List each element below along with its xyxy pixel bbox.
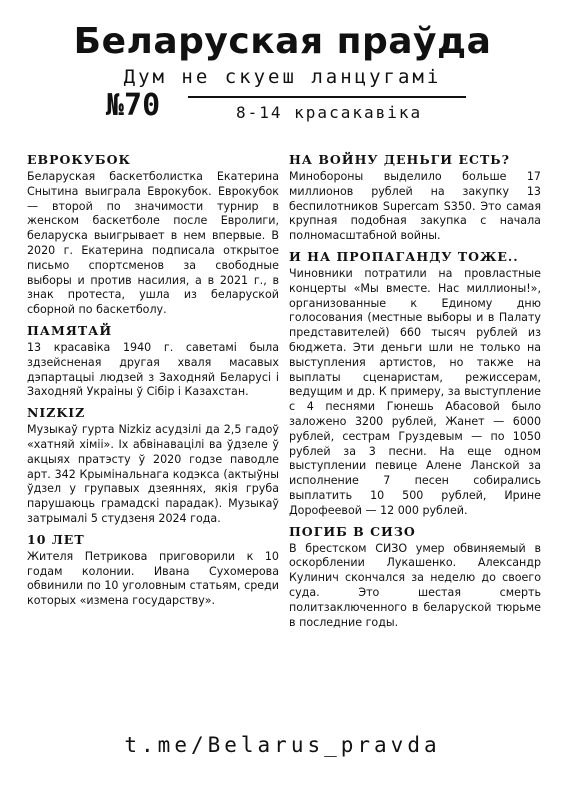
article-eurocup: [27, 152, 279, 318]
article-propaganda: [289, 249, 541, 519]
article-headline: НА ВОЙНУ ДЕНЬГИ ЕСТЬ?: [289, 152, 510, 167]
right-column: [289, 152, 541, 635]
article-body: Жителя Петрикова приговорили к 10 годам колонии. Ивана Сухомерова обвинили по 10 уголовным статьям, среди которых «измена государству».: [27, 549, 279, 608]
article-war-money: [289, 152, 541, 244]
article-headline: ЕВРОКУБОК: [27, 152, 131, 167]
article-body: 13 красавіка 1940 г. саветамі была здзейсненая другая хваля масавых дэпартацыі людзей з Заходняй Беларусі і Заходняй Украіны ў Сібір і Казахстан.: [27, 340, 279, 399]
article-body: Беларуская баскетболистка Екатерина Снытина выиграла Еврокубок. Еврокубок — второй по значимости турнир в женском баскетболе после Евролиги, беларуска выигрывает в нем впервые. В 2020 г. Екатерина подписала открытое письмо спортсменов за свободные выборы и против насилия, а в 2021 г., в знак протеста, ушла из беларуской сборной по баскетболу.: [27, 170, 279, 317]
article-nizkiz: [27, 405, 279, 527]
article-headline: ПОГИБ В СИЗО: [289, 523, 416, 539]
article-10-let: [27, 532, 279, 609]
left-column: [27, 152, 279, 614]
article-body: Чиновники потратили на провластные концерты «Мы вместе. Нас миллионы!», организованные к Единому дню голосования (местные выборы и в Палату представителей) 660 тысяч рублей из бюджета. Эти деньги шли не только на выступления артистов, но также на выплаты сценаристам, режиссерам, ведущим и др. К примеру, за выступление с 4 песнями Гюнешь Абасовой было заложено 3200 рублей, Жанет — 6000 рублей, сестрам Груздевым — по 1050 рублей за 3 песни. На еще одном выступлении певице Алене Ланской за исполнение 7 песен собирались выплатить 10 500 рублей, Ирине Дорофеевой — 12 000 рублей.: [289, 266, 541, 517]
article-body: В брестском СИЗО умер обвиняемый в оскорблении Лукашенко. Александр Кулинич скончался за неделю до своего суда. Это шестая смерть политзаключенного в беларуской тюрьме в последние годы.: [289, 541, 541, 629]
article-headline: И НА ПРОПАГАНДУ ТОЖЕ..: [289, 248, 519, 264]
article-headline: ПАМЯТАЙ: [27, 322, 113, 338]
article-headline: NIZKIZ: [27, 405, 86, 421]
article-body: Минобороны выделило больше 17 миллионов рублей на закупку 13 беспилотников Supercam S350. Это самая крупная подобная закупка с начала полномасштабной войны.: [289, 170, 541, 243]
masthead-title: Беларуская праўда: [73, 21, 492, 62]
footer-telegram-link[interactable]: t.me/Belarus_pravda: [124, 733, 441, 757]
article-died-in-sizo: [289, 524, 541, 631]
masthead-rule: [188, 96, 466, 98]
article-body: Музыкаў гурта Nizkiz асудзілі да 2,5 гадоў «хатняй хіміі». Іх абвінавацілі ва ўдзеле ў акцыях пратэсту ў 2020 годзе паводле арт. 342 Крымінальнага кодэкса (актыўны ўдзел у групавых дзеяннях, якія груба парушаюць грамадскі парадак). Музыкаў затрымалі 5 студзеня 2024 года.: [27, 423, 279, 525]
issue-number: №70: [106, 88, 161, 123]
issue-dates: 8-14 красакавіка: [236, 103, 423, 122]
masthead-subtitle: Дум не скуеш ланцугамі: [123, 66, 442, 88]
article-pamiatai: [27, 323, 279, 400]
article-headline: 10 ЛЕТ: [27, 531, 85, 547]
